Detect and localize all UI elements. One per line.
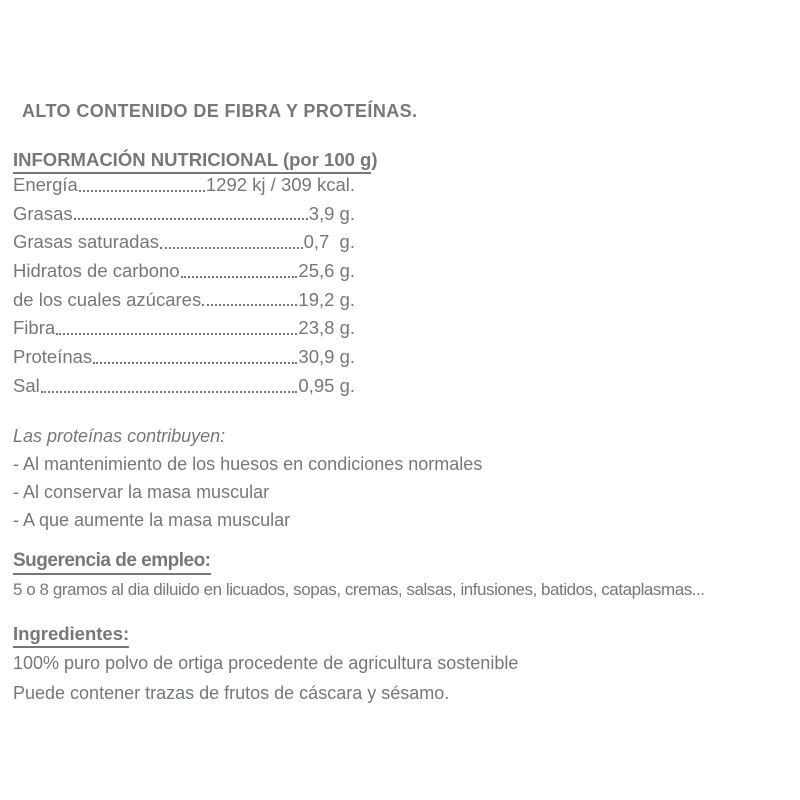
nutrition-row (13, 257, 355, 286)
nutrition-section (13, 149, 790, 401)
nutrition-row (13, 200, 355, 229)
nutrition-row-value: 19,2 g. (298, 288, 355, 310)
dot-leader (202, 304, 297, 306)
nutrition-row-label: de los cuales azúcares (13, 288, 202, 310)
dot-leader (79, 190, 205, 192)
dot-leader (93, 362, 297, 364)
usage-suggestion-section (13, 548, 790, 604)
nutrition-title (13, 149, 790, 171)
nutrition-title-underlined: INFORMACIÓN NUTRICIONAL (por 100 g (13, 149, 371, 174)
nutrition-row-value: 0,95 g. (298, 374, 355, 396)
claim-heading: ALTO CONTENIDO DE FIBRA Y PROTEÍNAS. (22, 101, 418, 121)
protein-benefits-section (13, 422, 790, 535)
nutrition-row-value: 30,9 g. (298, 346, 355, 368)
nutrition-row-label: Grasas (13, 202, 73, 224)
nutrition-row (13, 314, 355, 343)
nutrition-row-value: 1292 kj / 309 kcal. (205, 173, 355, 195)
dot-leader (74, 218, 308, 220)
nutrition-row (13, 343, 355, 372)
nutrition-row (13, 286, 355, 315)
ingredients-line: 100% puro polvo de ortiga procedente de agricultura sostenible (13, 653, 519, 674)
nutrition-row (13, 228, 355, 257)
usage-title-text: Sugerencia de empleo: (13, 550, 211, 575)
dot-leader (56, 333, 297, 335)
dot-leader (181, 276, 298, 278)
nutrition-title-suffix: ) (371, 149, 378, 170)
nutrition-row-label: Fibra (13, 317, 56, 339)
ingredients-line: Puede contener trazas de frutos de cáscara y sésamo. (13, 683, 450, 704)
dot-leader (41, 391, 298, 393)
nutrition-row-label: Hidratos de carbono (13, 260, 180, 282)
ingredients-title (13, 621, 790, 647)
dot-leader (160, 247, 303, 249)
nutrition-row-value: 25,6 g. (298, 260, 355, 282)
nutrition-row (13, 372, 355, 401)
nutrition-row-label: Grasas saturadas (13, 231, 160, 253)
nutrition-row-label: Sal (13, 374, 40, 396)
protein-benefit-item: - A que aumente la masa muscular (13, 510, 291, 531)
nutrition-row-value: 3,9 g. (308, 202, 355, 224)
usage-text: 5 o 8 gramos al dia diluido en licuados, sopas, cremas, salsas, infusiones, batidos, cataplasmas... (13, 580, 705, 600)
ingredients-title-text: Ingredientes: (13, 623, 129, 648)
nutrition-row-value: 23,8 g. (298, 317, 355, 339)
nutrition-row-value: 0,7 g. (303, 231, 355, 253)
ingredients-section (13, 621, 790, 707)
nutrition-row (13, 171, 355, 200)
usage-title (13, 548, 790, 574)
nutrition-row-label: Energía (13, 173, 78, 195)
nutrition-row-label: Proteínas (13, 346, 93, 368)
protein-benefit-item: - Al conservar la masa muscular (13, 481, 270, 502)
protein-benefit-item: - Al mantenimiento de los huesos en condiciones normales (13, 453, 483, 474)
nutrition-table (13, 171, 355, 401)
protein-benefits-intro: Las proteínas contribuyen: (13, 425, 226, 446)
